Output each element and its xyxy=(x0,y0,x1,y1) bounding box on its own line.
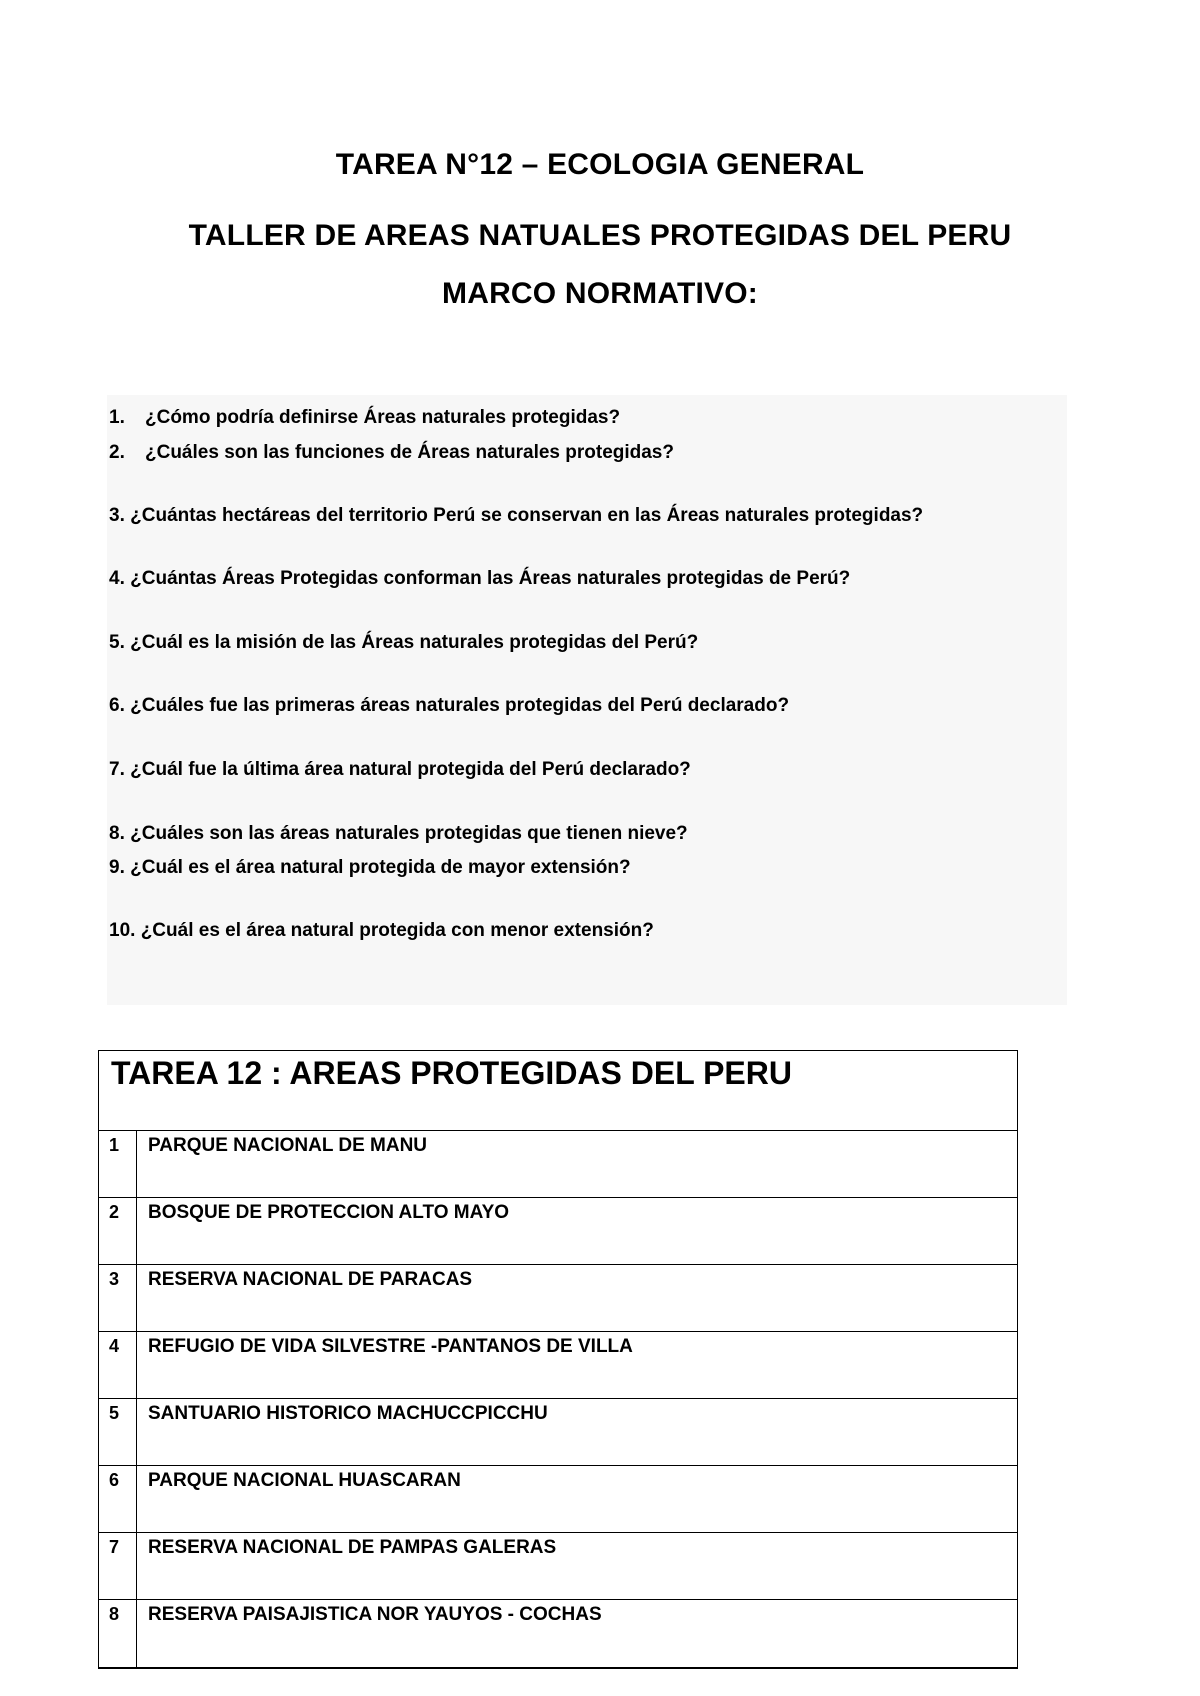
row-number: 3 xyxy=(99,1265,137,1331)
table-row xyxy=(99,1131,1017,1198)
table-row xyxy=(99,1399,1017,1466)
document-title: TAREA N°12 – ECOLOGIA GENERAL xyxy=(335,148,865,181)
question-item xyxy=(109,568,850,590)
question-text: ¿Cuáles son las áreas naturales protegidas que tienen nieve? xyxy=(130,823,688,844)
area-name: RESERVA NACIONAL DE PAMPAS GALERAS xyxy=(148,1537,557,1558)
question-text: ¿Cuáles son las funciones de Áreas naturales protegidas? xyxy=(145,442,674,463)
question-text: ¿Cómo podría definirse Áreas naturales protegidas? xyxy=(145,407,621,428)
question-number: 3. xyxy=(109,505,125,526)
area-name: PARQUE NACIONAL DE MANU xyxy=(148,1135,428,1156)
section-heading: MARCO NORMATIVO: xyxy=(442,277,758,310)
area-name: SANTUARIO HISTORICO MACHUCCPICCHU xyxy=(148,1403,548,1424)
question-number: 1. xyxy=(109,407,125,428)
question-item xyxy=(109,442,674,464)
table-header xyxy=(99,1051,1017,1131)
row-number: 6 xyxy=(99,1466,137,1532)
question-text: ¿Cuál es el área natural protegida con menor extensión? xyxy=(140,920,654,941)
question-number: 8. xyxy=(109,823,125,844)
row-number: 1 xyxy=(99,1131,137,1197)
question-item xyxy=(109,823,688,845)
question-item xyxy=(109,759,691,781)
question-item xyxy=(109,505,923,527)
question-text: ¿Cuál fue la última área natural protegida del Perú declarado? xyxy=(130,759,691,780)
area-name: REFUGIO DE VIDA SILVESTRE -PANTANOS DE VILLA xyxy=(148,1336,633,1357)
question-number: 4. xyxy=(109,568,125,589)
table-row xyxy=(99,1533,1017,1600)
question-text: ¿Cuál es el área natural protegida de mayor extensión? xyxy=(130,857,631,878)
question-number: 6. xyxy=(109,695,125,716)
document-subtitle: TALLER DE AREAS NATUALES PROTEGIDAS DEL PERU xyxy=(188,219,1012,252)
area-name: RESERVA NACIONAL DE PARACAS xyxy=(148,1269,473,1290)
question-number: 2. xyxy=(109,442,125,463)
question-item xyxy=(109,920,654,942)
question-text: ¿Cuántas Áreas Protegidas conforman las Áreas naturales protegidas de Perú? xyxy=(130,568,851,589)
table-row xyxy=(99,1466,1017,1533)
table-row xyxy=(99,1265,1017,1332)
question-text: ¿Cuál es la misión de las Áreas naturales protegidas del Perú? xyxy=(130,632,699,653)
table-title: TAREA 12 : AREAS PROTEGIDAS DEL PERU xyxy=(111,1055,792,1091)
area-name: BOSQUE DE PROTECCION ALTO MAYO xyxy=(148,1202,510,1223)
question-item xyxy=(109,695,789,717)
question-number: 10. xyxy=(109,920,136,941)
table-row xyxy=(99,1198,1017,1265)
question-number: 7. xyxy=(109,759,125,780)
row-number: 7 xyxy=(99,1533,137,1599)
table-row xyxy=(99,1332,1017,1399)
table-row xyxy=(99,1600,1017,1667)
row-number: 8 xyxy=(99,1600,137,1667)
protected-areas-table xyxy=(98,1050,1018,1669)
area-name: RESERVA PAISAJISTICA NOR YAUYOS - COCHAS xyxy=(148,1604,602,1625)
area-name: PARQUE NACIONAL HUASCARAN xyxy=(148,1470,461,1491)
question-item xyxy=(109,407,620,429)
row-number: 2 xyxy=(99,1198,137,1264)
row-number: 5 xyxy=(99,1399,137,1465)
question-item xyxy=(109,632,698,654)
question-number: 5. xyxy=(109,632,125,653)
question-text: ¿Cuántas hectáreas del territorio Perú se conservan en las Áreas naturales protegidas? xyxy=(130,505,924,526)
question-item xyxy=(109,857,631,879)
row-number: 4 xyxy=(99,1332,137,1398)
question-text: ¿Cuáles fue las primeras áreas naturales protegidas del Perú declarado? xyxy=(130,695,790,716)
question-number: 9. xyxy=(109,857,125,878)
